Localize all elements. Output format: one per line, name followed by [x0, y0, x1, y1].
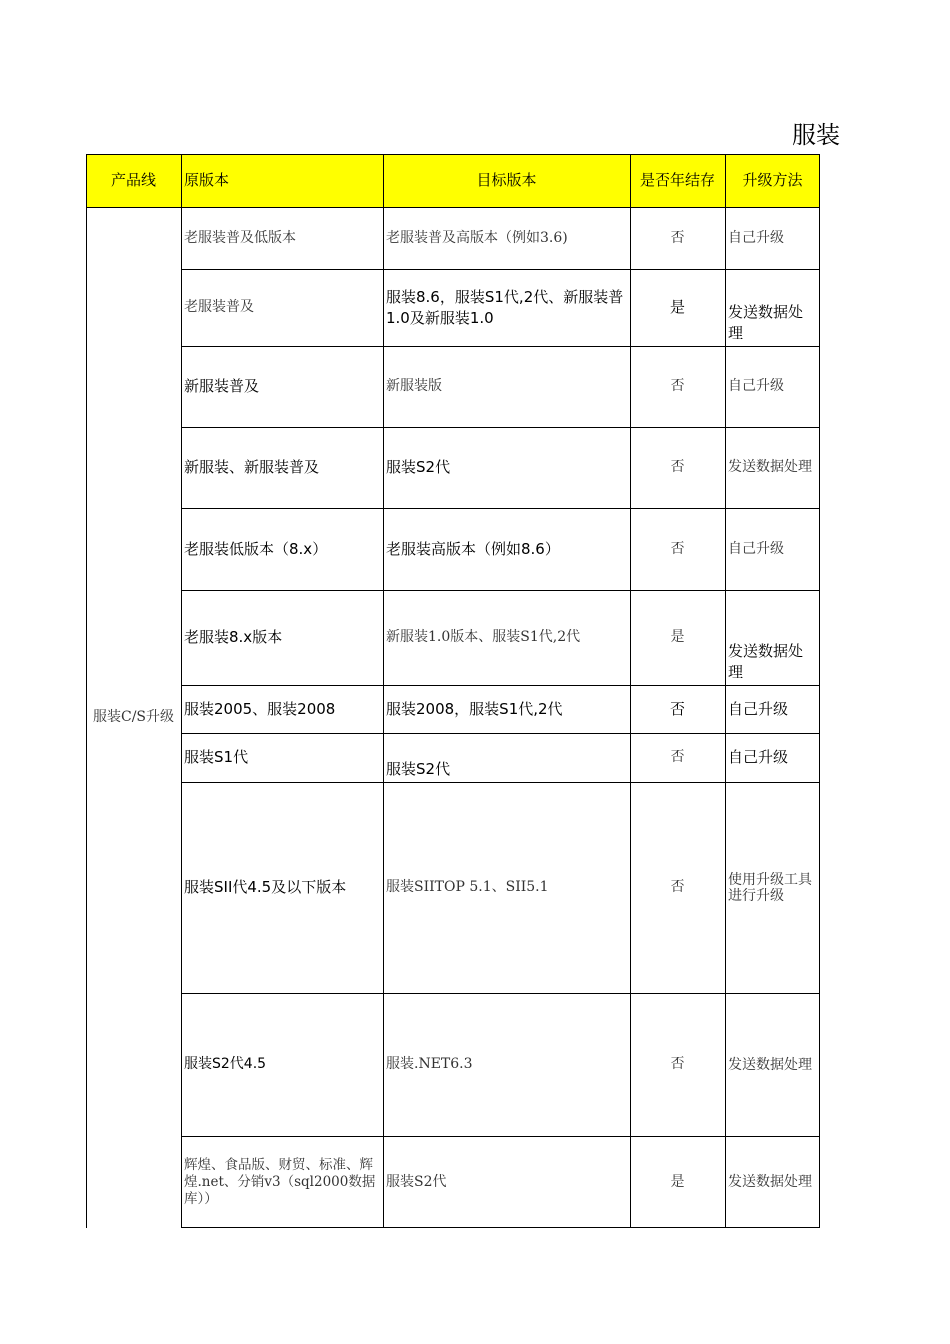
row-divider — [181, 685, 820, 686]
table-row-year-end: 是 — [670, 629, 685, 645]
table-row-method: 自己升级 — [728, 699, 789, 718]
table-row-original: 老服装8.x版本 — [184, 628, 283, 646]
table-row-target: 服装8.6，服装S1代,2代、新服装普1.0及新服装1.0 — [386, 287, 624, 327]
page-title: 服装 — [792, 121, 840, 149]
table-row-year-end: 否 — [670, 378, 685, 394]
header-target-version: 目标版本 — [383, 154, 630, 207]
table-row-method: 发送数据处理 — [728, 1056, 812, 1073]
table-row-method: 发送数据处理 — [728, 303, 804, 342]
table-row-original: 服装S1代 — [184, 748, 249, 766]
table-border-right — [819, 154, 820, 1228]
table-row-original: 服装S2代4.5 — [184, 1056, 267, 1072]
table-row-year-end: 否 — [670, 229, 685, 246]
header-product-line: 产品线 — [86, 154, 181, 207]
table-row-year-end: 否 — [669, 699, 685, 718]
table-row-target: 服装SIITOP 5.1、SII5.1 — [386, 879, 549, 895]
table-border-top — [86, 154, 820, 155]
table-row-method: 发送数据处理 — [728, 459, 812, 475]
header-year-end: 是否年结存 — [630, 154, 725, 207]
table-row-target: 服装S2代 — [386, 1173, 447, 1190]
table-row-original: 老服装普及 — [184, 299, 254, 315]
table-row-target: 服装2008，服装S1代,2代 — [386, 699, 563, 718]
row-divider — [181, 993, 820, 994]
table-row-original: 新服装普及 — [184, 377, 260, 395]
upgrade-table — [86, 154, 820, 1228]
table-row-method: 发送数据处理 — [728, 642, 804, 681]
table-row-original: 老服装低版本（8.x） — [184, 539, 328, 558]
table-row-target: 服装S2代 — [386, 458, 451, 476]
table-row-original: 老服装普及低版本 — [184, 229, 296, 246]
row-divider — [181, 346, 820, 347]
table-row-original: 新服装、新服装普及 — [184, 458, 320, 476]
column-divider — [181, 154, 182, 1228]
table-row-target: 新服装版 — [386, 378, 442, 394]
row-divider — [181, 1136, 820, 1137]
table-row-method: 使用升级工具进行升级 — [728, 871, 812, 904]
table-row-target: 老服装高版本（例如8.6） — [386, 539, 560, 558]
table-row-method: 自己升级 — [728, 540, 784, 557]
table-row-target: 新服装1.0版本、服装S1代,2代 — [386, 629, 581, 645]
table-row-method: 自己升级 — [728, 229, 784, 246]
table-row-method: 自己升级 — [728, 378, 784, 394]
table-row-year-end: 否 — [670, 1056, 685, 1072]
row-divider — [181, 733, 820, 734]
header-original-version: 原版本 — [181, 154, 383, 207]
column-divider — [383, 154, 384, 1228]
table-row-original: 服装SII代4.5及以下版本 — [184, 878, 347, 896]
table-row-target: 老服装普及高版本（例如3.6) — [386, 229, 568, 246]
row-divider — [181, 427, 820, 428]
table-row-original: 辉煌、食品版、财贸、标准、辉煌.net、分销v3（sql2000数据库）） — [184, 1156, 376, 1207]
table-row-method: 自己升级 — [728, 748, 789, 766]
table-row-year-end: 否 — [670, 459, 685, 475]
row-divider — [181, 269, 820, 270]
column-divider — [725, 154, 726, 1228]
table-row-method: 发送数据处理 — [728, 1174, 812, 1190]
table-row-original: 服装2005、服装2008 — [184, 699, 336, 718]
header-upgrade-method: 升级方法 — [725, 154, 820, 207]
table-row-year-end: 是 — [669, 298, 685, 316]
row-divider — [181, 782, 820, 783]
table-row-year-end: 否 — [670, 879, 685, 895]
product-line-cell: 服装C/S升级 — [92, 709, 175, 725]
table-row-year-end: 否 — [670, 749, 685, 765]
row-divider — [181, 590, 820, 591]
table-border-left — [86, 154, 87, 1228]
table-row-target: 服装S2代 — [386, 760, 451, 778]
table-row-year-end: 否 — [670, 540, 685, 557]
table-row-target: 服装.NET6.3 — [386, 1056, 473, 1072]
table-row-year-end: 是 — [670, 1173, 685, 1190]
column-divider — [630, 154, 631, 1228]
row-divider — [181, 508, 820, 509]
header-divider — [86, 207, 820, 208]
